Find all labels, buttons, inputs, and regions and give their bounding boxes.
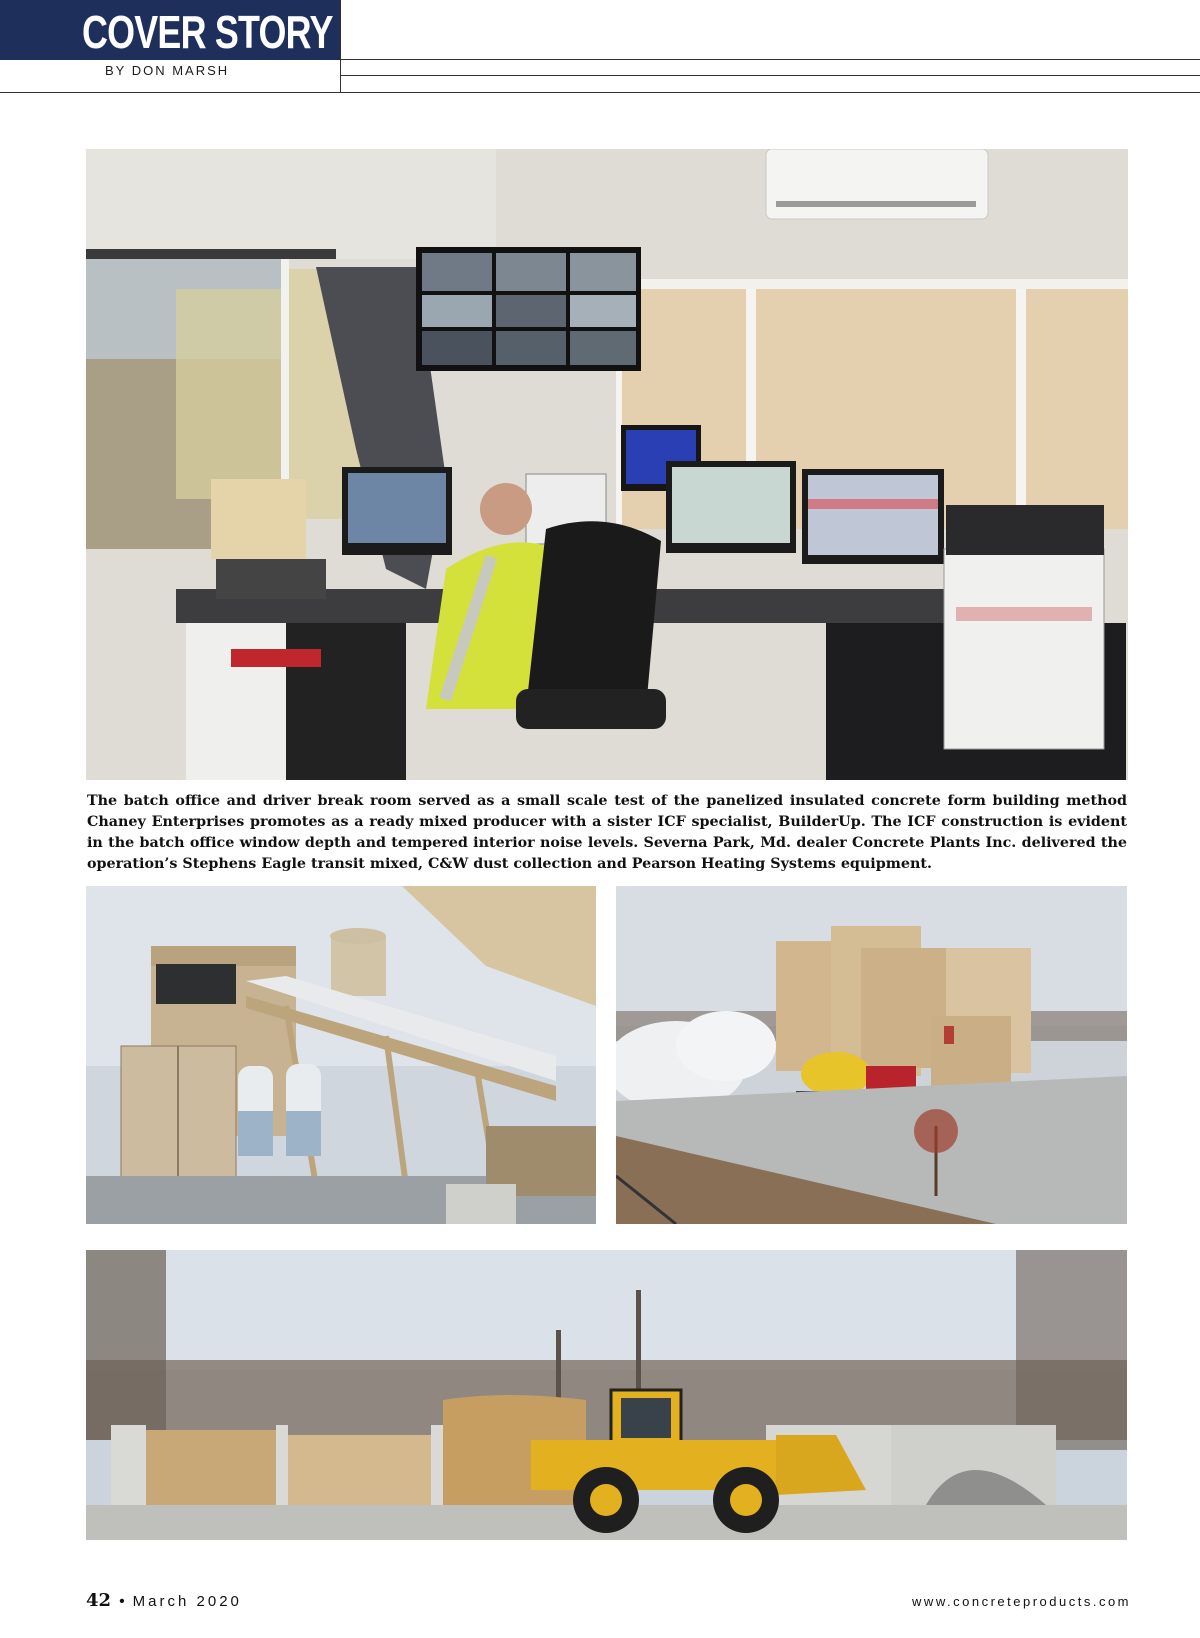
photo-conveyor-illustration	[86, 886, 596, 1224]
page-footer	[86, 1590, 242, 1611]
header-divider	[340, 0, 341, 93]
footer-separator: •	[119, 1593, 125, 1610]
photo-wheel-loader	[86, 1250, 1127, 1540]
header-rule-bottom	[0, 92, 1200, 93]
photo-wheel-loader-illustration	[86, 1250, 1127, 1540]
issue-date: March 2020	[132, 1593, 242, 1610]
header-rule-middle	[341, 75, 1200, 76]
photo-batch-plant-illustration	[616, 886, 1127, 1224]
photo-batch-plant	[616, 886, 1127, 1224]
photo-conveyor	[86, 886, 596, 1224]
section-kicker: COVER STORY	[82, 6, 333, 58]
photo-caption: The batch office and driver break room served as a small scale test of the panelized insulated concrete form building method Chaney Enterprises promotes as a ready mixed producer with a sister ICF specialist, BuilderUp. The ICF construction is evident in the batch office window depth and tempered interior noise levels. Severna Park, Md. dealer Concrete Plants Inc. delivered the operation’s Stephens Eagle transit mixed, C&W dust collection and Pearson Heating Systems equipment.	[87, 793, 1127, 872]
page-number: 42	[86, 1590, 112, 1611]
header-rule-top	[341, 59, 1200, 60]
photo-batch-office	[86, 149, 1128, 780]
website-url[interactable]: www.concreteproducts.com	[912, 1594, 1131, 1609]
byline: BY DON MARSH	[105, 63, 230, 78]
photo-batch-office-illustration	[86, 149, 1128, 780]
